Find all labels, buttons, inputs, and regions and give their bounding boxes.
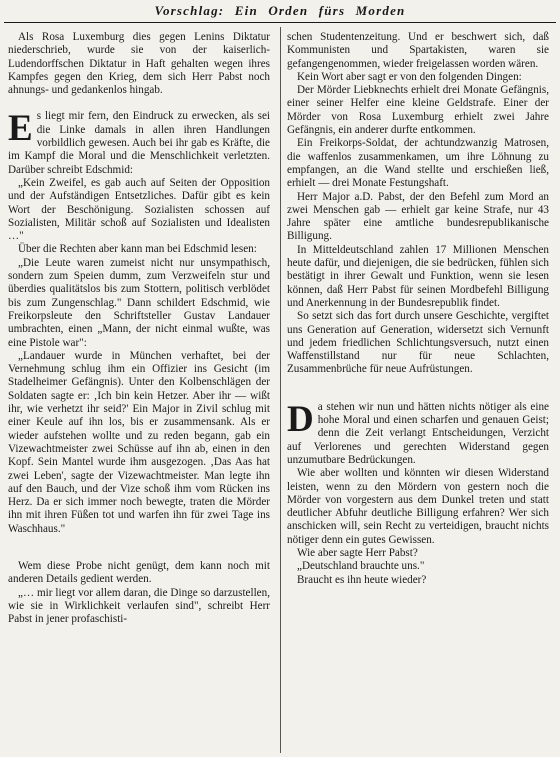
right-paragraph-2: Kein Wort aber sagt er von den folgenden Dingen: xyxy=(297,70,522,83)
drop-cap-d: D xyxy=(287,398,314,440)
drop-cap-e: E xyxy=(8,108,33,150)
left-quote-2: „Die Leute waren zumeist nicht nur unsympathisch, sondern zum Speien dumm, zum Verzweifeln stur und überdies qualitätslos bis zum Stottern, politisch verblödet bis zum Zungenschlag." Dann schildert Edschmid, wie Freikorpsleute den Schriftsteller Gustav Landauer umbrachten, einen „Mann, der nicht einmal wußte, was eine Pistole war": xyxy=(8,256,270,349)
right-paragraph-5: Herr Major a.D. Pabst, der den Befehl zum Mord an zwei Menschen gab — erhielt gar keine Strafe, nur 43 Jahre später eine amtliche bundesrepublikanische Billigung. xyxy=(287,190,549,243)
right-paragraph-1: schen Studentenzeitung. Und er beschwert sich, daß Kommunisten und Spartakisten, waren sie gefangengenommen, wieder freigelassen worden wären. xyxy=(287,31,549,70)
right-paragraph-12: Braucht es ihn heute wieder? xyxy=(297,573,427,586)
header-rule xyxy=(4,22,556,23)
left-column xyxy=(8,31,270,626)
right-paragraph-4: Ein Freikorps-Soldat, der achtundzwanzig Matrosen, die waffenlos zusammenkamen, um ihre Löhnung zu empfangen, an die Wand stellte und erschießen ließ, erhielt — drei Monate Festungshaft. xyxy=(287,137,549,190)
header-title-part1: Vorschlag xyxy=(154,3,219,18)
left-quote-3: „Landauer wurde in München verhaftet, bei der Vernehmung schlug ihm ein Offizier ins Gesicht (im Stadelheimer Gefängnis). Unter den Kolbenschlägen der Soldaten sagte er: ‚Ich bin kein Hetzer. Aber ihr — wißt ihr, wie verhetzt ihr seid?' Ein Major in Zivil schlug mit einer Keule auf ihn los, bis er zusammensank. Als er wieder aufstehen wollte und zu reden begann, gab ein Vizewachtmeister zwei Schüsse auf ihn ab, einen in den Kopf. Sein Mantel wurde ihm ausgezogen. ‚Das Aas hat zwei Leben', sagte der Vizewachtmeister. Man legte ihn auf den Bauch, und der Vize schoß ihm vom Rücken ins Herz. Da er sich immer noch bewegte, traten die Mörder ihn mit ihren Füßen tot und warfen ihn für zwei Tage ins Waschhaus." xyxy=(8,349,270,535)
right-paragraph-6: In Mitteldeutschland zahlen 17 Millionen Menschen heute dafür, und diejenigen, die sie bedrücken, fühlen sich bestätigt in ihrer Gewalt und Funktion, wenn sie lesen können, daß Herr Pabst für seinen Mordbefehl Billigung und Anerkennung in der Bundesrepublik findet. xyxy=(287,243,549,309)
right-paragraph-10: Wie aber sagte Herr Pabst? xyxy=(297,546,418,559)
left-paragraph-2-text: s liegt mir fern, den Eindruck zu erwecken, als sei die Linke damals in allen ihren Handlungen vorbildlich gewesen. Auch bei ihr gab es Kräfte, die im Kampf die Moral und die Menschlichkeit verletzten. Darüber schreibt Edschmid: xyxy=(8,110,270,176)
left-paragraph-8: „… mir liegt vor allem daran, die Dinge so darzustellen, wie sie in Wirklichkeit verlaufen sind", schreibt Herr Pabst in jener profaschisti- xyxy=(8,586,270,626)
left-paragraph-4: Über die Rechten aber kann man bei Edschmid lesen: xyxy=(18,243,257,256)
right-paragraph-7: So setzt sich das fort durch unsere Geschichte, vergiftet uns Generation auf Generation, widersetzt sich Vernunft und jedem friedlichen Schlichtungsversuch, nutzt einen Waffenstillstand nur für neue Schlachten, Zusammenbrüche für neue Aufrüstungen. xyxy=(287,310,549,376)
right-paragraph-8-text: a stehen wir nun und hätten nichts nötiger als eine hohe Moral und einen scharfen und genauen Geist; denn die Zeit verlangt Entscheidungen, Verzicht auf Verlorenes und gerechten Widerstand gegen unzumutbare Bedrückungen. xyxy=(287,400,549,466)
left-paragraph-2 xyxy=(8,110,270,176)
right-paragraph-9: Wie aber wollten und könnten wir diesen Widerstand leisten, wenn zu den Mördern von gestern noch die Mörder von vorgestern aus dem Dunkel treten und statt deutlicher Abfuhr deutliche Billigung erfahren? Wer sich anschicken will, sein Recht zu verteidigen, braucht nichts nötiger denn ein gutes Gewissen. xyxy=(287,467,549,546)
left-paragraph-7: Wem diese Probe nicht genügt, dem kann noch mit anderen Details gedient werden. xyxy=(8,559,270,586)
header-colon: : xyxy=(218,3,235,18)
header-title-part2: Ein Orden fürs Morden xyxy=(234,3,406,18)
right-column xyxy=(287,31,549,587)
right-paragraph-8 xyxy=(287,398,549,467)
right-paragraph-3: Der Mörder Liebknechts erhielt drei Monate Gefängnis, einer seiner Helfer eine kleine Geldstrafe. Einer der Mörder von Rosa Luxemburg erhielt zwei Jahre Gefängnis, ein anderer durfte entkommen. xyxy=(287,84,549,137)
column-divider xyxy=(280,27,281,753)
left-paragraph-1: Als Rosa Luxemburg dies gegen Lenins Diktatur niederschrieb, wurde sie von der kaiserlich-Ludendorffschen Diktatur in Haft gehalten wegen ihres Kampfes gegen den Krieg, dem sich Herr Pabst noch ahnungs- und gedankenlos hingab. xyxy=(8,31,270,97)
left-quote-1: „Kein Zweifel, es gab auch auf Seiten der Opposition und der Aufständigen Entsetzliches. Dafür gibt es kein Wort der Beschönigung. Sozialisten schossen auf Sozialisten, Militär schoß auf Sozialisten und Idealisten …" xyxy=(8,176,270,243)
right-paragraph-11: „Deutschland brauchte uns." xyxy=(297,560,425,573)
page-header xyxy=(0,3,560,19)
